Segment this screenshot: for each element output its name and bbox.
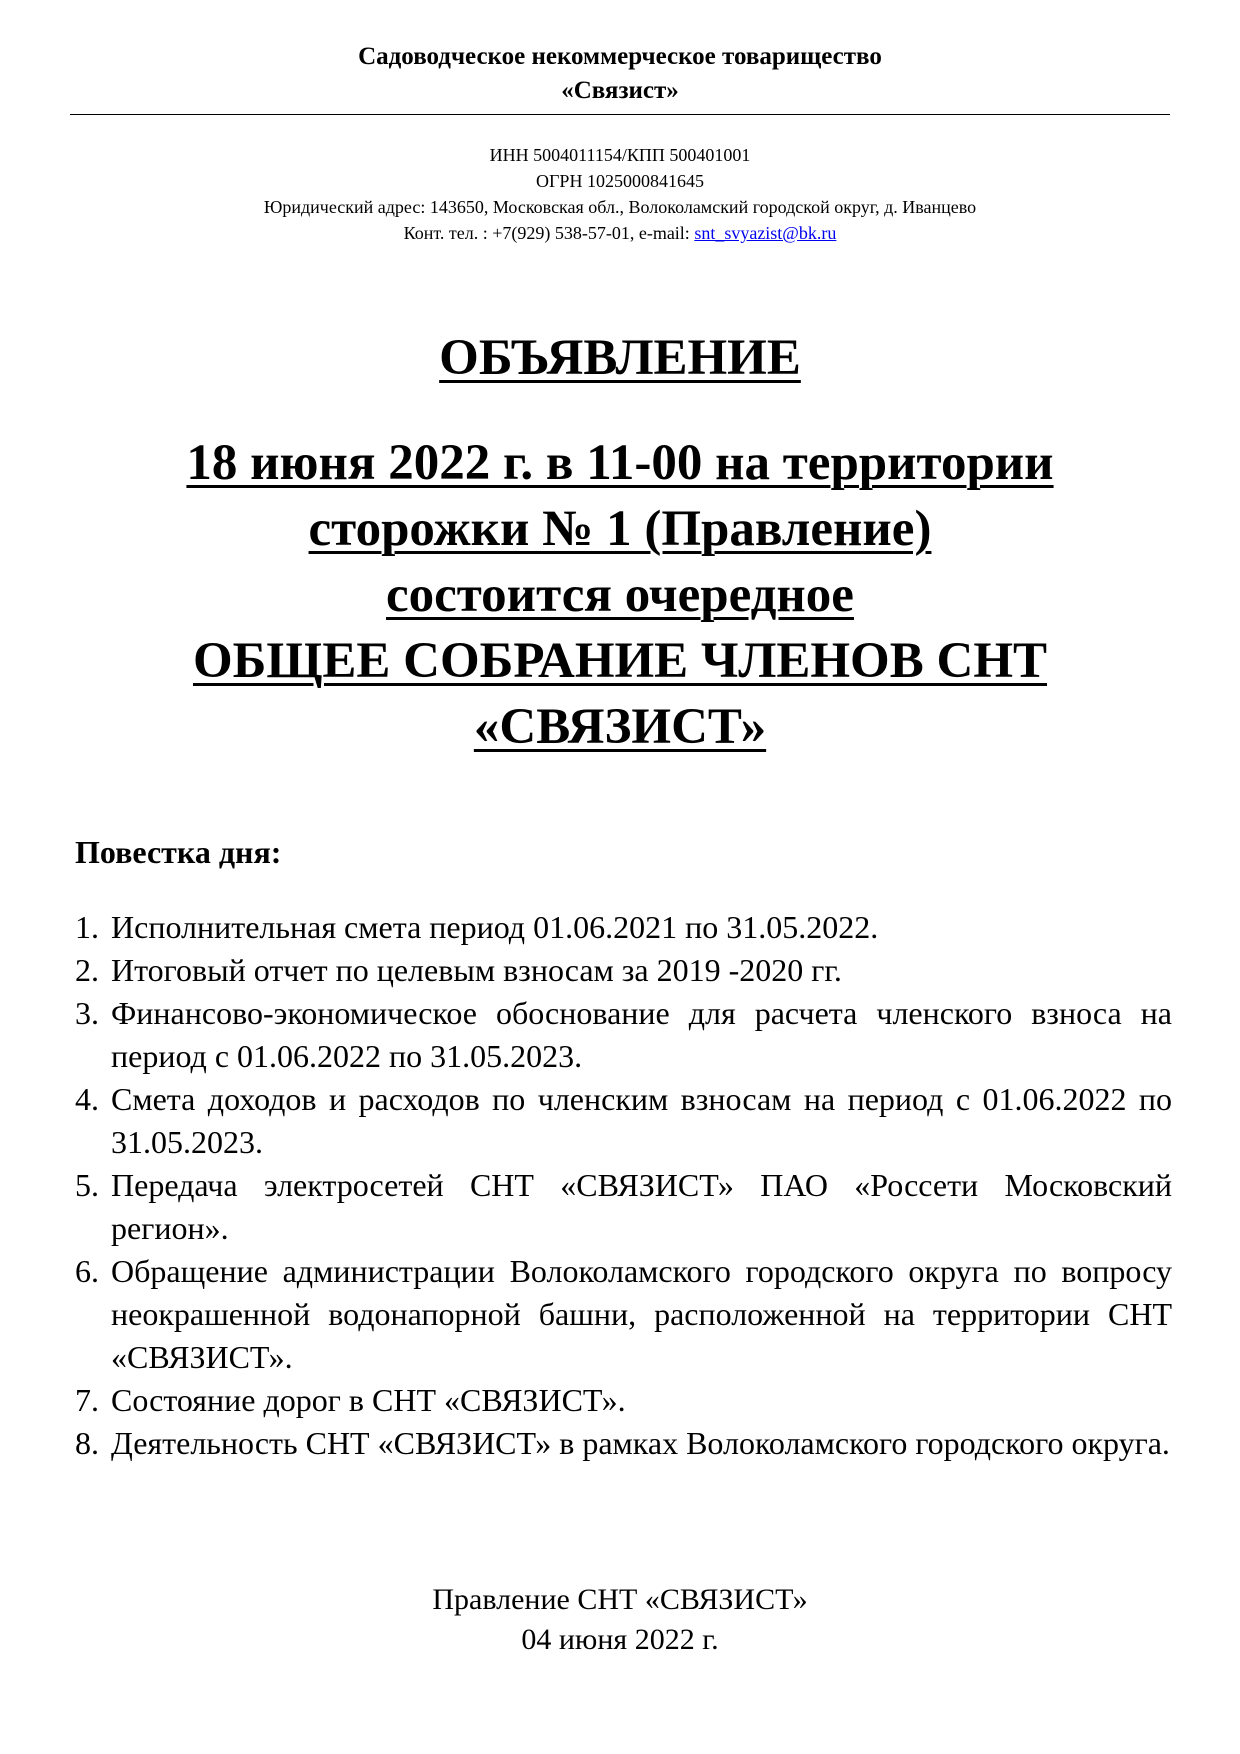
agenda-item-number: 5.: [75, 1167, 99, 1203]
agenda-item-number: 7.: [75, 1382, 99, 1418]
contact-line: [70, 220, 1170, 246]
page-title: ОБЪЯВЛЕНИЕ: [439, 330, 801, 386]
agenda-item-text: Смета доходов и расходов по членским взносам на период с 01.06.2022 по 31.05.2023.: [111, 1081, 1172, 1160]
agenda-item: [75, 992, 1172, 1078]
ogrn: ОГРН 1025000841645: [536, 171, 704, 191]
agenda-item-number: 2.: [75, 952, 99, 988]
agenda-item: [75, 949, 1172, 992]
org-short-name: «Связист»: [561, 77, 679, 104]
agenda-item: [75, 1250, 1172, 1379]
org-name: Садоводческое некоммерческое товарищество: [358, 43, 882, 70]
announcement-line-1: 18 июня 2022 г. в 11-00 на территории: [186, 435, 1054, 491]
contact-phone: Конт. тел. : +7(929) 538-57-01, e-mail:: [403, 223, 695, 243]
agenda-item-number: 8.: [75, 1425, 99, 1461]
agenda-item-text: Обращение администрации Волоколамского городского округа по вопросу неокрашенной водонапорной башни, расположенной на территории СНТ «СВЯЗИСТ».: [111, 1253, 1172, 1375]
signature-date: 04 июня 2022 г.: [521, 1623, 719, 1656]
email-link[interactable]: snt_svyazist@bk.ru: [694, 223, 837, 243]
requisites-block: [70, 142, 1170, 246]
announcement-line-5: «СВЯЗИСТ»: [473, 699, 767, 755]
agenda-item-text: Финансово-экономическое обоснование для расчета членского взноса на период с 01.06.2022 по 31.05.2023.: [111, 995, 1172, 1074]
agenda-item: [75, 906, 1172, 949]
announcement-line-2: сторожки № 1 (Правление): [308, 501, 932, 557]
agenda-item: [75, 1078, 1172, 1164]
agenda-item: [75, 1379, 1172, 1422]
agenda-heading: Повестка дня:: [75, 834, 282, 870]
agenda-item-number: 3.: [75, 995, 99, 1031]
header-divider: [70, 114, 1170, 115]
announcement-line-4: ОБЩЕЕ СОБРАНИЕ ЧЛЕНОВ СНТ: [192, 633, 1048, 689]
signature-block: [70, 1580, 1170, 1660]
org-header: [70, 40, 1170, 108]
agenda-list: [75, 906, 1172, 1465]
signature-board: Правление СНТ «СВЯЗИСТ»: [432, 1583, 808, 1616]
agenda-item-text: Деятельность СНТ «СВЯЗИСТ» в рамках Волоколамского городского округа.: [111, 1425, 1170, 1461]
agenda-item: [75, 1422, 1172, 1465]
agenda-item-number: 6.: [75, 1253, 99, 1289]
agenda-item-number: 4.: [75, 1081, 99, 1117]
agenda-item: [75, 1164, 1172, 1250]
announcement-block: [70, 430, 1170, 760]
legal-address: Юридический адрес: 143650, Московская обл., Волоколамский городской округ, д. Иванцево: [263, 197, 977, 217]
announcement-line-3: состоится очередное: [386, 567, 854, 623]
agenda-item-text: Исполнительная смета период 01.06.2021 по 31.05.2022.: [111, 909, 879, 945]
agenda-item-text: Итоговый отчет по целевым взносам за 2019 -2020 гг.: [111, 952, 842, 988]
agenda-item-number: 1.: [75, 909, 99, 945]
inn-kpp: ИНН 5004011154/КПП 500401001: [489, 145, 751, 165]
agenda-item-text: Состояние дорог в СНТ «СВЯЗИСТ».: [111, 1382, 626, 1418]
agenda-item-text: Передача электросетей СНТ «СВЯЗИСТ» ПАО «Россети Московский регион».: [111, 1167, 1172, 1246]
